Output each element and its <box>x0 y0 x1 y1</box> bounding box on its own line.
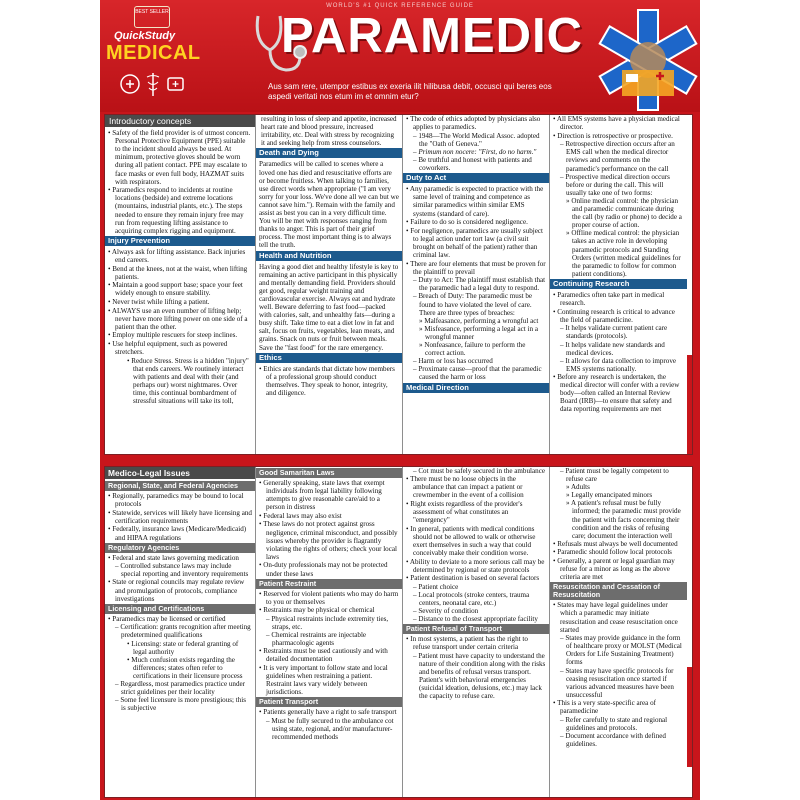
paragraph: Having a good diet and healthy lifestyle is key to remaining an active participant in this physically and mentally demanding field. Providers should get good, regular weight training and cardiovascular exercise. Always eat and hydrate well. Beware deferring to fast food—packed with calories, salt, and unhealthy fats—during a busy shift. Take time to eat a diet low in fat and salt, focus on fruits, vegetables, lean meats, and grains. Snack on nuts or fruit between meals. Save the "fast food" for the rare emergency. <box>259 262 399 352</box>
section-title-medico-legal: Medico-Legal Issues <box>105 467 255 479</box>
bottom-panel <box>104 466 693 798</box>
list-item: • State or regional councils may regulate review and promulgation of protocols, compliance investigations <box>108 578 252 602</box>
list-item: – Harm or loss has occurred <box>406 357 546 365</box>
list-item: • Ethics are standards that dictate how members of a professional group should conduct themselves. They speak to honor, integrity, and diligence. <box>259 365 399 397</box>
list-item: – Cot must be safely secured in the ambulance <box>406 467 546 475</box>
list-item: • Maintain a good support base; space your feet widely enough to ensure stability. <box>108 281 252 297</box>
list-item: • In general, patients with medical conditions should not be allowed to walk or otherwise exert themselves in such a way that could conceivably make their condition worse. <box>406 525 546 557</box>
section-header-agencies: Regional, State, and Federal Agencies <box>105 481 255 491</box>
edge-strip <box>687 355 693 454</box>
list-item: • Regionally, paramedics may be bound to local protocols <box>108 492 252 508</box>
list-item: – Patient must have capacity to understand the nature of their condition along with the risks and benefits of refusal versus transport. Patient's with behavioral emergencies (suicidal ideation, delusions, etc.) may lack the capacity to refuse care. <box>406 652 546 701</box>
section-header-continuing-research: Continuing Research <box>550 279 687 289</box>
list-item: – Local protocols (stroke centers, trauma centers, neonatal care, etc.) <box>406 591 546 607</box>
list-item: • Patients generally have a right to safe transport <box>259 708 399 716</box>
list-item: • Failure to do so is considered negligence. <box>406 218 546 226</box>
list-item: • ALWAYS use an even number of lifting help; never have more lifting power on one side of a patient than the other. <box>108 307 252 331</box>
list-item: – Document accordance with defined guidelines. <box>553 732 684 748</box>
list-item: • Always ask for lifting assistance. Back injuries end careers. <box>108 248 252 264</box>
top-column-3 <box>402 115 549 454</box>
list-item: • Licensing: state or federal granting of legal authority <box>108 640 252 656</box>
section-header-good-samaritan: Good Samaritan Laws <box>256 468 402 478</box>
laminated-guide-sheet <box>100 0 700 800</box>
list-item: – It helps validate new standards and medical devices. <box>553 341 684 357</box>
top-column-1 <box>105 115 255 454</box>
paragraph: resulting in loss of sleep and appetite, increased heart rate and blood pressure, increased irritability, etc. Deal with stress by recognizing it and seeking help from stress counselors. <box>261 115 397 148</box>
top-tagline: WORLD'S #1 QUICK REFERENCE GUIDE <box>326 3 474 9</box>
list-item: – Retrospective direction occurs after an EMS call when the medical director reviews and comments on the paramedic's performance on the call <box>553 140 684 172</box>
section-header-patient-transport: Patient Transport <box>256 697 402 707</box>
list-item: • Continuing research is critical to advance the field of paramedicine. <box>553 308 684 324</box>
list-item: • Much confusion exists regarding the differences; states often refer to certifications in their licensure process <box>108 656 252 680</box>
list-item: – Proximate cause—proof that the paramedic caused the harm or loss <box>406 365 546 381</box>
section-header-duty-to-act: Duty to Act <box>403 173 549 183</box>
list-item: – Duty to Act: The plaintiff must establish that the paramedic had a legal duty to respond. <box>406 276 546 292</box>
list-item: – Distance to the closest appropriate facility <box>406 615 546 623</box>
section-header-regulatory: Regulatory Agencies <box>105 543 255 553</box>
list-item: – Primum non nocere: "First, do no harm." <box>406 148 546 156</box>
list-item: • On-duty professionals may not be protected under these laws <box>259 561 399 577</box>
paragraph: Paramedics will be called to scenes where a loved one has died and resuscitative efforts are or become fruitless. When talking to families, use direct words when appropriate ("I am very sorry for your loss. We've done all we can but we cannot save him."). Remain with the family and assist as best you can in a very difficult time. You will be met with responses ranging from thanks to anger. This is part of their grief process. The most important thing is to always tell the truth. <box>259 160 399 250</box>
list-item: • Never twist while lifting a patient. <box>108 298 252 306</box>
list-item: • Patient destination is based on several factors <box>406 574 546 582</box>
list-item: » Offline medical control: the physician takes an active role in developing paramedic protocols and Standing Orders (written medical guidelines for the paramedic to follow for common patient conditions). <box>553 229 684 278</box>
list-item: – Controlled substance laws may include special reporting and inventory requirements <box>108 562 252 578</box>
list-item: • Federal laws may also exist <box>259 512 399 520</box>
list-item: – Some feel licensure is more prestigious; this is subjective <box>108 696 252 712</box>
list-item: – Chemical restraints are injectable pharmacologic agents <box>259 631 399 647</box>
list-item: • All EMS systems have a physician medical director. <box>553 115 684 131</box>
list-item: • Paramedics respond to incidents at routine locations (bedside) and extreme locations (mountains, industrial plants, etc.). The steps needed to ensure they remain injury free may run from requesting lifting assistance to acquiring complex rigging and equipment. <box>108 186 252 235</box>
list-item: • These laws do not protect against gross negligence, criminal misconduct, and possibly issues whereby the provider is flagrantly violating the rights of others; check your local laws <box>259 520 399 560</box>
list-item: » Malfeasance, performing a wrongful act <box>406 317 546 325</box>
list-item: – Regardless, most paramedics practice under strict guidelines per their locality <box>108 680 252 696</box>
brand-name: QuickStudy <box>114 30 176 42</box>
list-item: • Before any research is undertaken, the medical director will confer with a review body—often called an Internal Review Board (IRB)—to ensure that safety and data reporting requirements are met <box>553 373 684 413</box>
list-item: – Certification: grants recognition after meeting predetermined qualifications <box>108 623 252 639</box>
bottom-column-3 <box>402 467 549 797</box>
list-item: – Prospective medical direction occurs before or during the call. This will usually take one of two forms: <box>553 173 684 197</box>
section-header-ethics: Ethics <box>256 353 402 363</box>
section-header-resuscitation: Resuscitation and Cessation of Resuscitation <box>550 582 687 600</box>
section-header-injury-prevention: Injury Prevention <box>105 236 255 246</box>
list-item: • In most systems, a patient has the right to refuse transport under certain criteria <box>406 635 546 651</box>
list-item: • Any paramedic is expected to practice with the same level of training and competence as similar paramedics within similar EMS systems (standard of care). <box>406 185 546 217</box>
list-item: – Physical restraints include extremity ties, straps, etc. <box>259 615 399 631</box>
list-item: – Patient must be legally competent to refuse care <box>553 467 684 483</box>
top-column-4 <box>549 115 693 454</box>
list-item: • Reserved for violent patients who may do harm to you or themselves <box>259 590 399 606</box>
list-item: • It is very important to follow state and local guidelines when restraining a patient. Restraint laws vary widely between jurisdictions. <box>259 664 399 696</box>
list-item: • Federally, insurance laws (Medicare/Medicaid) and HIPAA regulations <box>108 525 252 541</box>
list-item: – States may provide guidance in the form of healthcare proxy or MOLST (Medical Orders for Life Sustaining Treatment) forms <box>553 634 684 666</box>
list-item: • There must be no loose objects in the ambulance that can impact a patient or crewmember in the event of a collision <box>406 475 546 499</box>
page-title: PARAMEDIC <box>280 9 584 63</box>
edge-strip <box>687 667 693 767</box>
list-item: • Restraints may be physical or chemical <box>259 606 399 614</box>
list-item: – Refer carefully to state and regional guidelines and protocols. <box>553 716 684 732</box>
best-seller-badge: BEST SELLER <box>134 6 170 28</box>
list-item: – Breach of Duty: The paramedic must be found to have violated the level of care. There are three types of breaches: <box>406 292 546 316</box>
list-item: • Federal and state laws governing medication <box>108 554 252 562</box>
list-item: – Must be fully secured to the ambulance cot using state, regional, and/or manufacturer-recommended methods <box>259 717 399 741</box>
list-item: » Misfeasance, performing a legal act in a wrongful manner <box>406 325 546 341</box>
list-item: • Use helpful equipment, such as powered stretchers. <box>108 340 252 356</box>
list-item: » Online medical control: the physician and paramedic communicate during the call (by radio or phone) to decide a proper course of action. <box>553 197 684 229</box>
subject-label: MEDICAL <box>106 42 201 64</box>
top-column-2 <box>255 115 402 454</box>
star-of-life-icon <box>593 6 703 114</box>
bottom-column-4 <box>549 467 693 797</box>
list-item: • Ability to deviate to a more serious call may be determined by regional or state protocols <box>406 558 546 574</box>
list-item: – Severity of condition <box>406 607 546 615</box>
list-item: » A patient's refusal must be fully informed; the paramedic must provide the patient with facts concerning their condition and the risks of refusing care; document the interaction well <box>553 499 684 539</box>
list-item: – It helps validate current patient care standards (protocols). <box>553 324 684 340</box>
list-item: » Legally emancipated minors <box>553 491 684 499</box>
section-header-death-dying: Death and Dying <box>256 148 402 158</box>
list-item: – Be truthful and honest with patients and coworkers. <box>406 156 546 172</box>
header <box>100 0 700 112</box>
section-header-refusal-of-transport: Patient Refusal of Transport <box>403 624 549 634</box>
list-item: • For negligence, paramedics are usually subject to legal action under tort law (a civil suit brought on behalf of the patient) rather than criminal law. <box>406 227 546 259</box>
list-item: • Paramedic should follow local protocols <box>553 548 684 556</box>
list-item: • The code of ethics adopted by physicians also applies to paramedics. <box>406 115 546 131</box>
top-panel <box>104 114 693 455</box>
section-header-licensing: Licensing and Certifications <box>105 604 255 614</box>
quickstudy-logo <box>104 6 200 104</box>
list-item: • There are four elements that must be proven for the plaintiff to prevail <box>406 260 546 276</box>
subtitle: Aus sam rere, utempor estibus ex exeria ilit hilibusa debit, occusci qui beres eos aspedi veritati nos etum im et omnim etur? <box>268 82 552 101</box>
list-item: – Patient choice <box>406 583 546 591</box>
list-item: • Generally, a parent or legal guardian may refuse for a minor as long as the above criteria are met <box>553 557 684 581</box>
list-item: • This is a very state-specific area of paramedicine <box>553 699 684 715</box>
list-item: • Reduce Stress. Stress is a hidden "injury" that ends careers. We routinely interact with patients and deal with their (and perhaps our) worst nightmares. Over time, this continual bombardment of stressful situations will take its toll, <box>108 357 252 406</box>
caduceus-icon <box>118 70 188 98</box>
list-item: – 1948—The World Medical Assoc. adopted the "Oath of Geneva." <box>406 132 546 148</box>
list-item: • Employ multiple rescuers for steep inclines. <box>108 331 252 339</box>
list-item: • Paramedics often take part in medical research. <box>553 291 684 307</box>
list-item: • States may have legal guidelines under which a paramedic may initiate resuscitation and cease resuscitation once started <box>553 601 684 633</box>
list-item: » Adults <box>553 483 684 491</box>
list-item: • Direction is retrospective or prospective. <box>553 132 684 140</box>
list-item: • Statewide, services will likely have licensing and certification requirements <box>108 509 252 525</box>
list-item: • Safety of the field provider is of utmost concern. Personal Protective Equipment (PPE) suitable to the incident should always be used. At minimum, protective gloves should be worn during all patient contact. PPE may escalate to face masks or even full body, HAZMAT suits with respirators. <box>108 129 252 186</box>
list-item: • Refusals must always be well documented <box>553 540 684 548</box>
list-item: – States may have specific protocols for ceasing resuscitation once started if various advanced measures have been unsuccessful <box>553 667 684 699</box>
section-title-introductory: Introductory concepts <box>105 115 255 127</box>
list-item: • Bend at the knees, not at the waist, when lifting patients. <box>108 265 252 281</box>
section-header-health-nutrition: Health and Nutrition <box>256 251 402 261</box>
list-item: » Nonfeasance, failure to perform the correct action. <box>406 341 546 357</box>
section-header-patient-restraint: Patient Restraint <box>256 579 402 589</box>
list-item: – It allows for data collection to improve EMS systems nationally. <box>553 357 684 373</box>
bottom-column-1 <box>105 467 255 797</box>
list-item: • Generally speaking, state laws that exempt individuals from legal liability following attempts to give reasonable care/aid to a person in distress <box>259 479 399 511</box>
list-item: • Right exists regardless of the provider's assessment of what constitutes an "emergency" <box>406 500 546 524</box>
list-item: • Restraints must be used cautiously and with detailed documentation <box>259 647 399 663</box>
list-item: • Paramedics may be licensed or certified <box>108 615 252 623</box>
bottom-column-2 <box>255 467 402 797</box>
section-header-medical-direction: Medical Direction <box>403 383 549 393</box>
